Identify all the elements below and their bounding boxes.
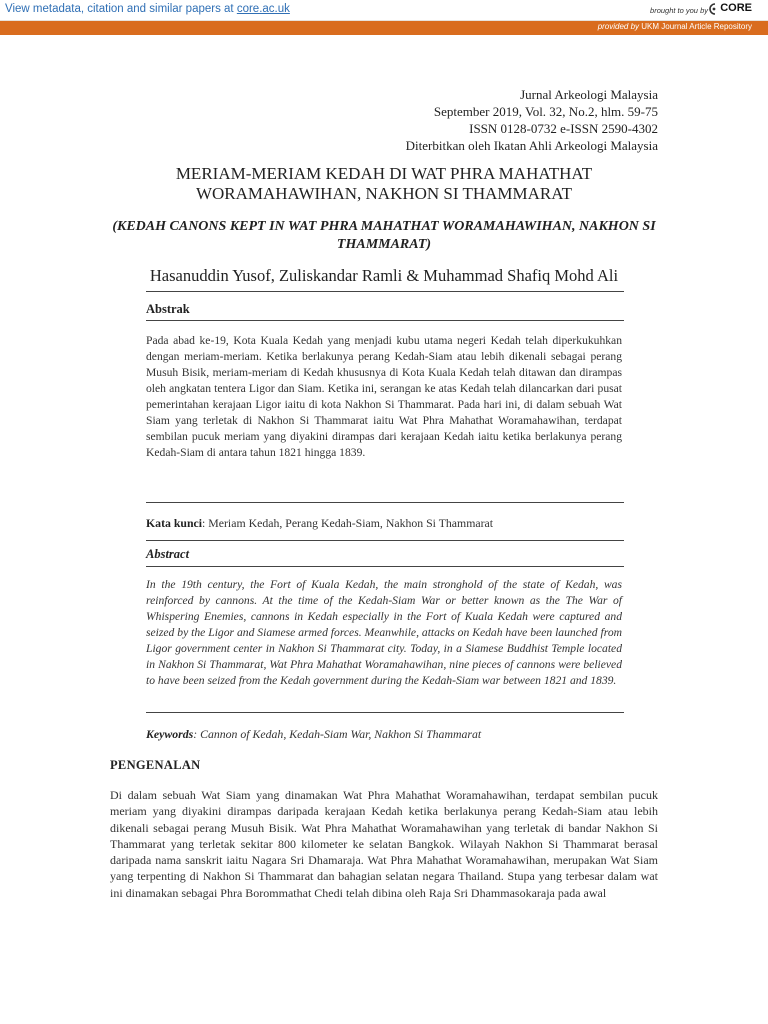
kata-kunci-label: Kata kunci (146, 516, 203, 530)
kata-kunci (146, 516, 624, 531)
metadata-link[interactable] (5, 3, 290, 15)
abstrak-text: Pada abad ke-19, Kota Kuala Kedah yang menjadi kubu utama negeri Kedah telah diperkukuhkan dengan meriam-meriam. Ketika berlakunya perang Kedah-Siam atau lebih dikenali sebagai perang Musuh Bisik, meriam-meriam di Kedah khususnya di Kota Kuala Kedah telah ditawan dan dirampas oleh angkatan tentera Ligor dan Siam. Ketika ini, serangan ke atas Kedah telah dilancarkan dari pusat pemerintahan kerajaan Ligor iaitu di kota Nakhon Si Thammarat. Pada hari ini, di dalam sebuah Wat Siam yang terletak di Nakhon Si Thammarat iaitu Wat Phra Mahathat Woramahawihan, terdapat sembilan pucuk meriam yang diyakini dirampas dari kerajaan Kedah iaitu ketika berlakunya perang Kedah-Siam di antara tahun 1821 hingga 1839. (146, 334, 622, 459)
kata-kunci-text: : Meriam Kedah, Perang Kedah-Siam, Nakhon Si Thammarat (202, 516, 494, 530)
journal-info (406, 86, 658, 154)
divider (146, 566, 624, 567)
article-title: MERIAM-MERIAM KEDAH DI WAT PHRA MAHATHAT WORAMAHAWIHAN, NAKHON SI THAMMARAT (175, 164, 593, 203)
article-subtitle: (KEDAH CANONS KEPT IN WAT PHRA MAHATHAT WORAMAHAWIHAN, NAKHON SI THAMMARAT) (112, 219, 656, 252)
abstract-heading: Abstract (146, 547, 190, 561)
journal-issue: September 2019, Vol. 32, No.2, hlm. 59-75 (433, 104, 658, 119)
pengenalan-text: Di dalam sebuah Wat Siam yang dinamakan Wat Phra Mahathat Woramahawihan, terdapat sembilan pucuk meriam yang diyakini dirampas daripada kerajaan Kedah ketika berlakunya perang Kedah-Siam atau lebih dikenali sebagai perang Musuh Bisik. Wat Phra Mahathat Woramahawihan yang terletak di bandar Nakhon Si Thammarat yang terletak sekitar 800 kilometer ke selatan Bangkok. Wilayah Nakhon Si Thammarat berasal daripada nama sanskrit iaitu Nagara Sri Dhamaraja. Wat Phra Mahathat Woramahawihan, merupakan Wat Siam yang terpenting di Nakhon Si Thammarat dan bahagian selatan negara Thailand. Stupa yang terbesar dalam wat ini dinamakan sebagai Phra Borommathat Chedi telah dibina oleh Raja Sri Dhammasokaraja pada awal (110, 788, 658, 900)
core-logo-text[interactable]: CORE (720, 2, 752, 14)
section-heading-pengenalan: PENGENALAN (110, 758, 201, 772)
core-logo-icon (708, 3, 718, 15)
keywords (146, 727, 624, 742)
journal-issn: ISSN 0128-0732 e-ISSN 2590-4302 (469, 121, 658, 136)
provider-bar (0, 21, 768, 35)
keywords-text: : Cannon of Kedah, Kedah-Siam War, Nakhon Si Thammarat (193, 727, 482, 741)
keywords-label: Keywords (146, 727, 194, 741)
divider (146, 712, 624, 713)
divider (146, 502, 624, 503)
divider (146, 291, 624, 292)
core-banner (0, 0, 768, 21)
core-ac-uk-link[interactable]: core.ac.uk (236, 3, 290, 15)
brought-by-label: brought to you by (650, 6, 708, 15)
abstract-text: In the 19th century, the Fort of Kuala Kedah, the main stronghold of the state of Kedah, was reinforced by cannons. At the time of the Kedah-Siam War or better known as the The War of Whispering Enemies, cannons in Kedah especially in the Fort of Kuala Kedah were captured and seized by the Ligor and Siamese armed forces. Meanwhile, attacks on Kedah have been launched from Ligor government center in Nakhon Si Thammarat city. Today, in a Siamese Buddhist Temple located in Nakhon Si Thammarat, Wat Phra Mahathat Woramahawihan, nine pieces of cannons were believed to have been seized from the Kedah government during the Kedah-Siam war between 1821 and 1839. (146, 578, 622, 687)
divider (146, 540, 624, 541)
provider-label (598, 22, 752, 31)
provided-by-prefix: provided by (597, 22, 640, 31)
metadata-link-prefix: View metadata, citation and similar papers at (5, 3, 237, 15)
divider (146, 320, 624, 321)
repository-name: UKM Journal Article Repository (641, 22, 752, 31)
journal-publisher: Diterbitkan oleh Ikatan Ahli Arkeologi Malaysia (405, 138, 658, 153)
journal-name: Jurnal Arkeologi Malaysia (520, 87, 658, 102)
article-authors: Hasanuddin Yusof, Zuliskandar Ramli & Muhammad Shafiq Mohd Ali (149, 266, 619, 285)
abstrak-heading: Abstrak (146, 302, 190, 316)
